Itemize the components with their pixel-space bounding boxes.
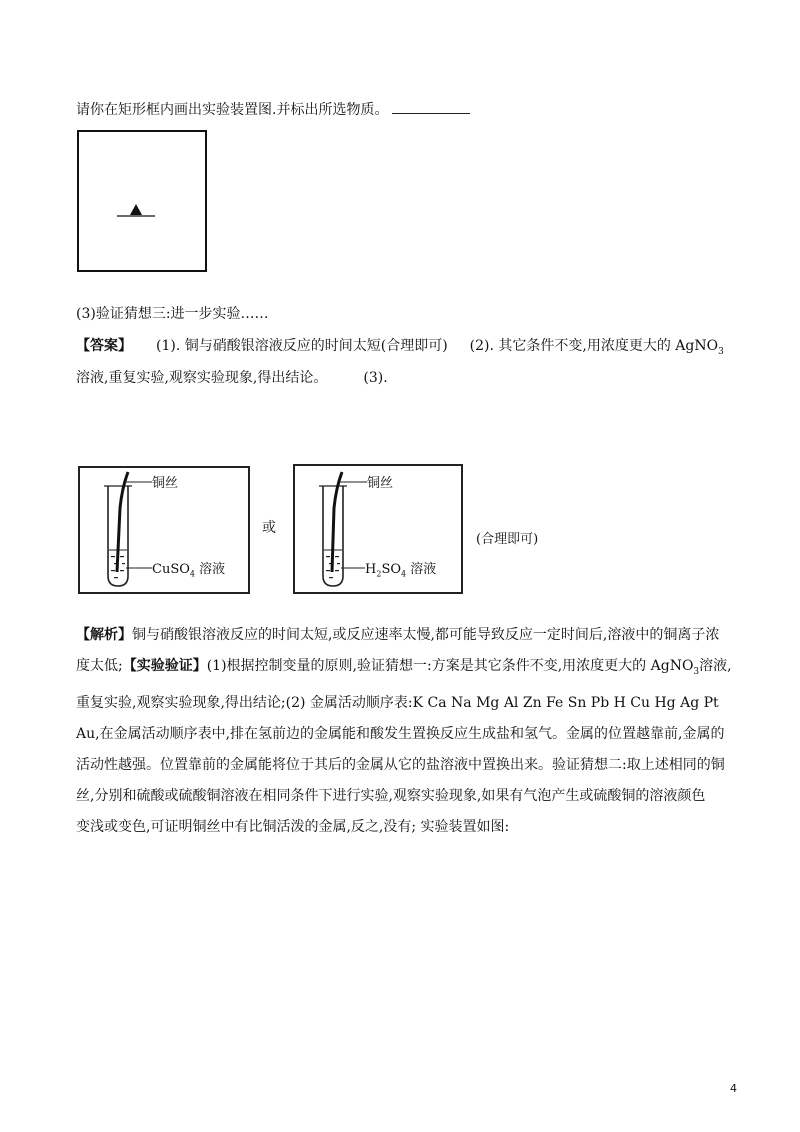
answer-blank [392, 101, 470, 114]
wire-label-left: 铜丝 [152, 476, 179, 491]
burner-triangle [130, 204, 142, 215]
instruction-label: 请你在矩形框内画出实验装置图.并标出所选物质。 [76, 102, 389, 118]
experiment-verify-tag: 【实验验证】 [122, 658, 207, 674]
analysis-line-3: 重复实验,观察实验现象,得出结论;(2) 金属活动顺序表:K Ca Na Mg Al Zn Fe Sn Pb H Cu Hg Ag Pt [76, 694, 719, 711]
analysis-tag: 【解析】 [76, 627, 132, 643]
or-label: 或 [262, 520, 276, 536]
answer-part1: (1). 铜与硝酸银溶液反应的时间太短(合理即可) [156, 338, 448, 354]
figure-note: (合理即可) [476, 532, 539, 547]
answer-line-1 [76, 336, 724, 362]
answer-line-2 [76, 368, 388, 388]
answer-tag: 【答案】 [76, 338, 132, 354]
analysis-line-5: 活动性越强。位置靠前的金属能将位于其后的金属从它的盐溶液中置换出来。验证猜想二:取上述相同的铜 [76, 756, 725, 773]
page-number: 4 [730, 1082, 737, 1095]
step3-text: (3)验证猜想三:进一步实验…… [76, 306, 269, 322]
alcohol-burner-symbol [79, 132, 205, 270]
solution-label-right: $H_2SO_4$ 溶液 [365, 562, 437, 579]
analysis-paragraph [76, 620, 736, 843]
answer-part2-sub: 3 [718, 346, 724, 357]
apparatus-right [293, 464, 463, 594]
wire-label-right: 铜丝 [367, 476, 394, 491]
analysis-line-4: Au,在金属活动顺序表中,排在氢前边的金属能和酸发生置换反应生成盐和氢气。金属的位置越靠前,金属的 [76, 725, 725, 742]
analysis-line-7: 变浅或变色,可证明铜丝中有比铜活泼的金属,反之,没有; 实验装置如图: [76, 818, 510, 835]
instruction-text [76, 100, 470, 120]
analysis-line-2: 度太低;【实验验证】(1)根据控制变量的原则,验证猜想一:方案是其它条件不变,用浓度更大的 AgNO$_3$溶液, [76, 658, 732, 677]
answer-line2-text: 溶液,重复实验,观察实验现象,得出结论。 [76, 370, 328, 386]
answer-part3: (3). [363, 370, 388, 386]
analysis-line-1: 【解析】铜与硝酸银溶液反应的时间太短,或反应速率太慢,都可能导致反应一定时间后,溶液中的铜离子浓 [76, 627, 720, 643]
apparatus-left [78, 466, 250, 594]
answer-part2: (2). 其它条件不变,用浓度更大的 AgNO [469, 338, 719, 354]
drawing-box [77, 130, 207, 272]
solution-label-left: CuSO$_4$ 溶液 [152, 562, 226, 579]
analysis-line-6: 丝,分别和硫酸或硫酸铜溶液在相同条件下进行实验,观察实验现象,如果有气泡产生或硫酸铜的溶液颜色 [76, 787, 706, 804]
